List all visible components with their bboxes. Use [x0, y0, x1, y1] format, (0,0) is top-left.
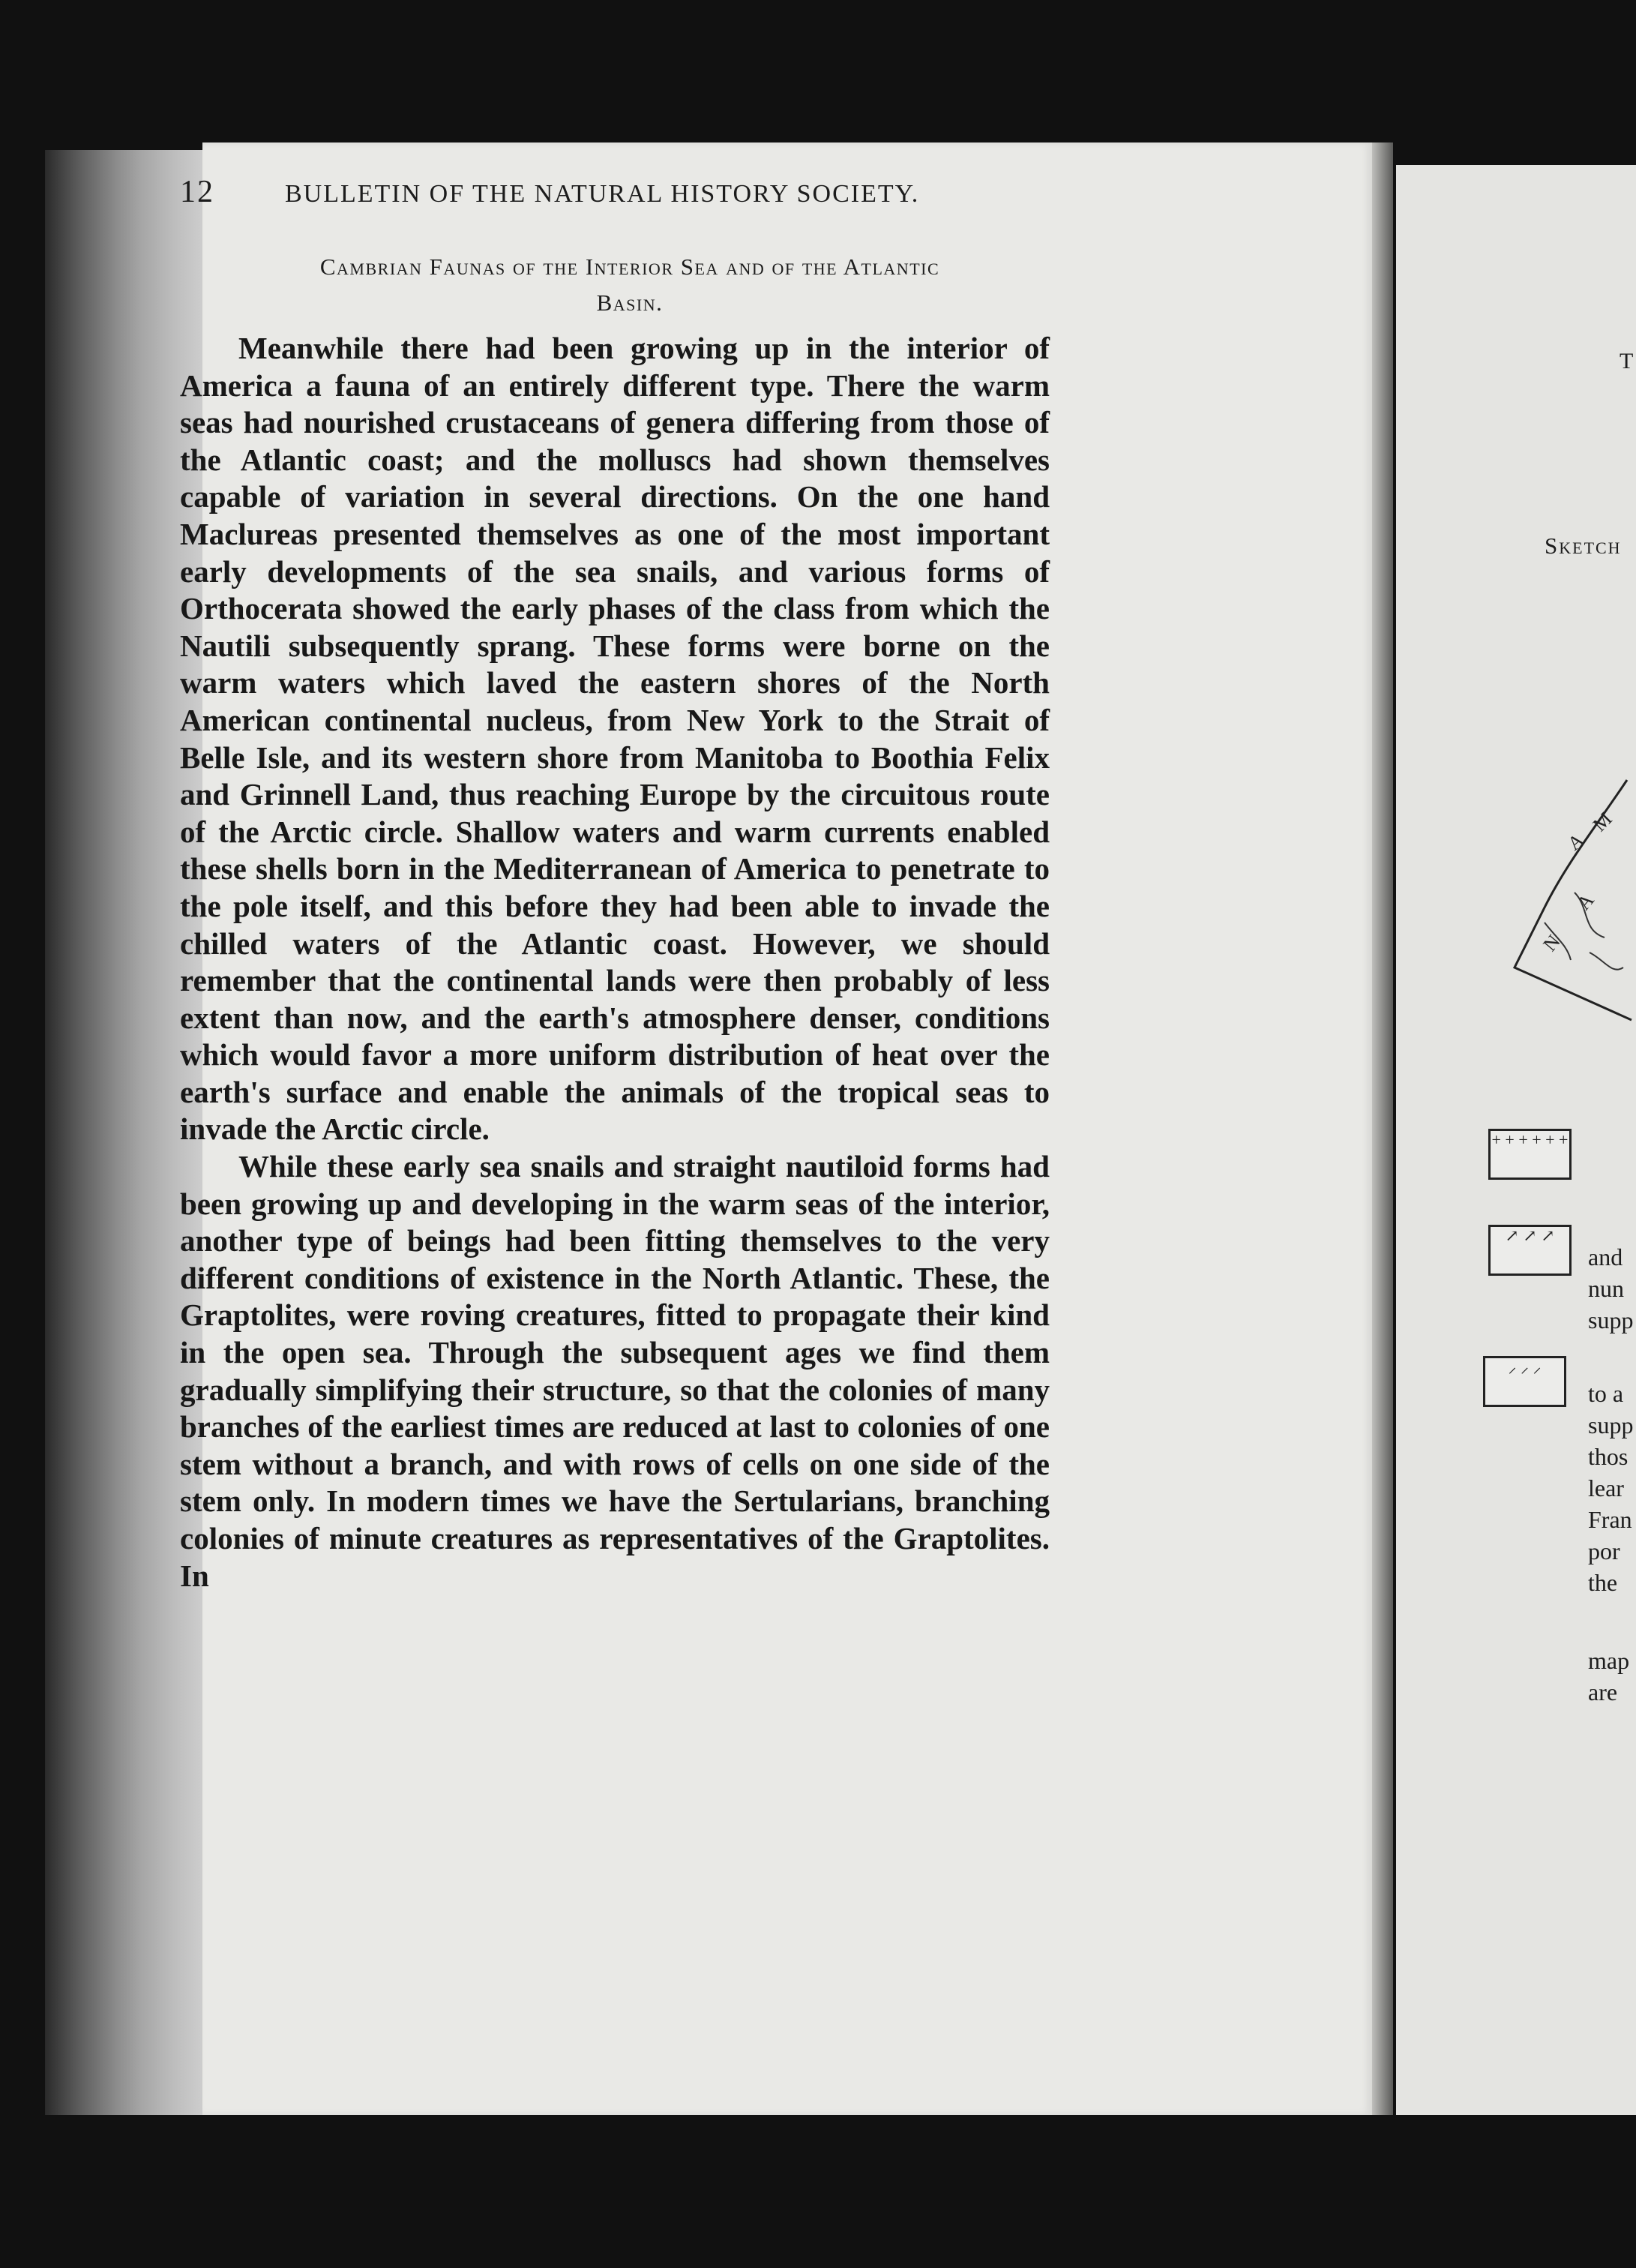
- right-page-line: thos: [1588, 1443, 1629, 1470]
- right-page-line: to a: [1588, 1380, 1624, 1407]
- right-page-sketch-label: Sketch: [1545, 532, 1622, 559]
- paragraph-1: Meanwhile there had been growing up in the interior of America a fauna of an entirely different type. There the warm seas had nourished crustaceans of genera differing from those of the Atlantic coast; and the molluscs had shown themselves capable of variation in several directions. On the one hand Maclureas presented themselves as one of the most important early developments of the sea snails, and various forms of Orthocerata showed the early phases of the class from which the Nautili subsequently sprang. These forms were borne on the warm waters which laved the eastern shores of the North American continental nucleus, from New York to the Strait of Belle Isle, and its western shore from Manitoba to Boothia Felix and Grinnell Land, thus reaching Europe by the circuitous route of the Arctic circle. Shallow waters and warm currents enabled these shells born in the Mediterranean of America to penetrate to the pole itself, and this before they had been able to invade the chilled waters of the Atlantic coast. However, we should remember that the continental lands were then probably of less extent than now, and the earth's atmosphere denser, conditions which would favor a more uniform distribution of heat over the earth's surface and enable the animals of the tropical seas to invade the Arctic circle.: [180, 331, 1050, 1147]
- page-number: 12: [180, 175, 214, 209]
- right-page-line: supp: [1588, 1306, 1634, 1334]
- map-letter: A: [1572, 889, 1599, 914]
- map-letter: M: [1588, 808, 1617, 836]
- legend-box-ticks: [1483, 1356, 1566, 1407]
- right-page-line: lear: [1588, 1474, 1624, 1502]
- section-heading-line-2: Basin.: [596, 290, 664, 316]
- right-page-line: are: [1588, 1678, 1618, 1706]
- right-page-line: por: [1588, 1538, 1620, 1564]
- right-page-line: supp: [1588, 1412, 1634, 1438]
- paragraph-2: While these early sea snails and straight nautiloid forms had been growing up and developing in the warm seas of the interior, another type of beings had been fitting themselves to the very different conditions of existence in the North Atlantic. These, the Graptolites, were roving creatures, fitted to propagate their kind in the open sea. Through the subsequent ages we find them gradually simplifying their structure, so that the colonies of many branches of the earliest times are reduced at last to colonies of one stem without a branch, and with rows of cells on one side of the stem only. In modern times we have the Sertularians, branching colonies of minute creatures as representatives of the Graptolites. In: [180, 1149, 1050, 1593]
- body-text: [180, 330, 1050, 1594]
- right-page-line: the: [1588, 1569, 1618, 1596]
- map-letter: N: [1539, 930, 1565, 956]
- legend-symbol: ⸝ ⸝ ⸝: [1508, 1358, 1542, 1376]
- right-page-top-letter: T: [1620, 349, 1634, 374]
- book-gutter: [1372, 142, 1393, 2115]
- section-heading: [165, 249, 1095, 321]
- legend-box-crosses: [1488, 1129, 1572, 1180]
- map-letter: A: [1563, 829, 1589, 855]
- running-title: BULLETIN OF THE NATURAL HISTORY SOCIETY.: [285, 180, 920, 208]
- right-page-line: Fran: [1588, 1506, 1632, 1533]
- map-fragment: [1500, 780, 1632, 1020]
- legend-symbol: ↗ ↗ ↗: [1505, 1226, 1555, 1245]
- legend-symbol: + + + + + +: [1491, 1130, 1569, 1149]
- right-page-line: nun: [1588, 1275, 1624, 1302]
- legend-box-arrows: [1488, 1225, 1572, 1276]
- right-page-line: map: [1588, 1647, 1630, 1674]
- right-page-line: and: [1588, 1244, 1623, 1270]
- section-heading-line-1: Cambrian Faunas of the Interior Sea and of the Atlantic: [319, 254, 940, 280]
